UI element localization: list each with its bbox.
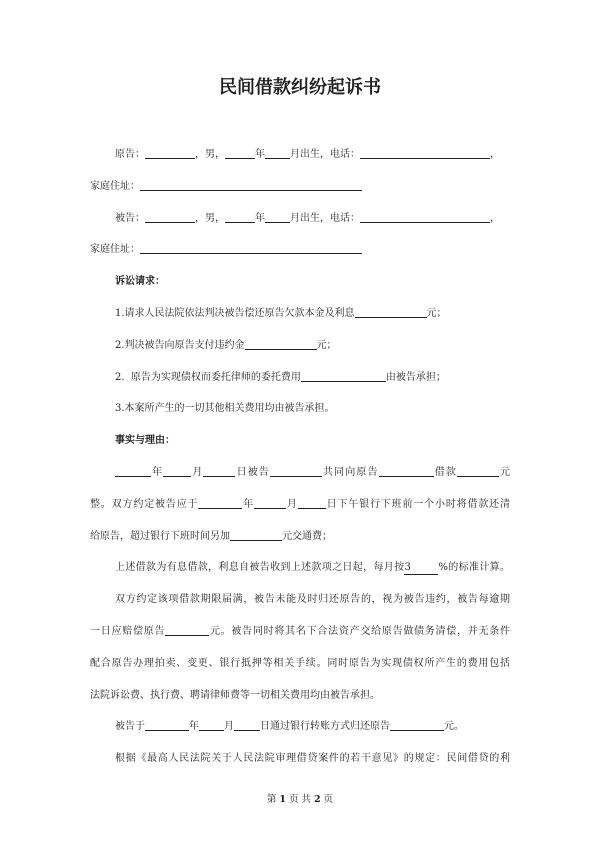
bank-transfer-text: 日通过银行转账方式归还原告 bbox=[260, 721, 390, 733]
loan-date-line bbox=[90, 457, 510, 489]
repaid-year-label: 年 bbox=[189, 721, 199, 733]
repay-deadline-line bbox=[90, 489, 510, 521]
total-pages-number: 2 bbox=[314, 794, 321, 805]
loan-year-label: 年 bbox=[151, 466, 164, 478]
plaintiff-phone-blank bbox=[360, 148, 490, 159]
repay-day-blank bbox=[298, 498, 326, 509]
repay-deadline-text: 日下午银行下班前一个小时将借款还清 bbox=[325, 498, 511, 510]
daily-penalty-text: 一日应赔偿原告 bbox=[90, 625, 166, 637]
claim-2-text: 2.判决被告向原告支付违约金 bbox=[115, 339, 245, 351]
claim-2-suffix: 元； bbox=[316, 339, 337, 351]
loan-label: 借款 bbox=[433, 466, 457, 478]
defendant-year-label: 年 bbox=[255, 212, 265, 224]
facts-heading: 事实与理由： bbox=[115, 435, 175, 447]
loan-amount-blank bbox=[457, 466, 499, 477]
transport-fee-line bbox=[90, 521, 510, 553]
claims-heading: 诉讼请求： bbox=[115, 276, 165, 288]
claim-1-text: 1.请求人民法院依法判决被告偿还原告欠款本金及利息 bbox=[115, 307, 355, 319]
plaintiff-birth-phone-label: 月出生，电话： bbox=[290, 149, 360, 160]
borrow-from-plaintiff-label: 共同向原告 bbox=[321, 466, 379, 478]
footer-prefix: 第 bbox=[266, 794, 280, 805]
penalty-amount-blank bbox=[245, 339, 317, 350]
repaid-month-blank bbox=[199, 720, 224, 731]
repay-month-blank bbox=[254, 498, 286, 509]
repaid-amount-blank bbox=[390, 720, 444, 731]
plaintiff-birth-month-blank bbox=[265, 148, 290, 159]
defendant-address-blank bbox=[140, 243, 362, 254]
default-line-1: 双方约定该项借款期限届满，被告未能及时归还原告的，视为被告违约，被告每逾期 bbox=[115, 594, 510, 606]
defendant-line bbox=[90, 203, 510, 235]
plaintiff-address-blank bbox=[140, 180, 362, 191]
claim-item-3 bbox=[90, 362, 510, 394]
transport-fee-suffix: 元交通费； bbox=[282, 530, 332, 542]
repayment-label: 被告于 bbox=[115, 721, 145, 733]
plaintiff-year-label: 年 bbox=[255, 149, 265, 160]
transport-fee-blank bbox=[230, 530, 282, 541]
defendant-name-blank bbox=[145, 212, 195, 223]
document-body bbox=[90, 139, 510, 775]
page-footer bbox=[0, 792, 600, 808]
repay-agreement-text: 整。双方约定被告应于 bbox=[90, 498, 199, 510]
claim-item-1 bbox=[90, 298, 510, 330]
defendant-line-end: ， bbox=[490, 212, 500, 224]
repaid-year-blank bbox=[145, 720, 189, 731]
plaintiff-name-blank bbox=[145, 148, 195, 159]
plaintiff-address-line bbox=[90, 171, 510, 203]
defendant-birth-phone-label: 月出生，电话： bbox=[290, 212, 360, 224]
plaintiff-gender-text: ，男， bbox=[195, 149, 225, 160]
repayment-line bbox=[90, 711, 510, 743]
repaid-month-label: 月 bbox=[224, 721, 234, 733]
interest-suffix: %的标准计算。 bbox=[438, 562, 510, 574]
defendant-address-label: 家庭住址： bbox=[90, 244, 140, 256]
claim-3-text: 2. 原告为实现债权而委托律师的委托费用 bbox=[115, 371, 301, 383]
loan-year-blank bbox=[115, 466, 151, 477]
plaintiff-line-end: ， bbox=[490, 149, 500, 160]
default-line-2 bbox=[90, 616, 510, 648]
repay-year-label: 年 bbox=[242, 498, 255, 510]
legal-basis-line: 根据《最高人民法院关于人民法院审理借贷案件的若干意见》的规定：民间借贷的利 bbox=[115, 753, 510, 765]
footer-middle: 页 共 bbox=[285, 794, 315, 805]
current-page-number: 1 bbox=[279, 794, 286, 805]
claim-item-4: 3.本案所产生的一切其他相关费用均由被告承担。 bbox=[115, 403, 335, 415]
repaid-day-blank bbox=[234, 720, 260, 731]
loan-day-defendant-label: 日被告 bbox=[235, 466, 270, 478]
defendant-birth-month-blank bbox=[265, 212, 290, 223]
borrower-name-blank bbox=[270, 466, 322, 477]
daily-penalty-blank bbox=[165, 625, 209, 636]
defendant-address-line bbox=[90, 234, 510, 266]
repaid-amount-suffix: 元。 bbox=[444, 721, 464, 733]
interest-text: 上述借款为有息借款，利息自被告收到上述款项之日起，每月按 bbox=[115, 562, 405, 574]
claim-item-2 bbox=[90, 330, 510, 362]
loan-month-label: 月 bbox=[191, 466, 204, 478]
plaintiff-address-label: 家庭住址： bbox=[90, 180, 140, 192]
loan-day-blank bbox=[203, 466, 235, 477]
interest-line bbox=[90, 552, 510, 584]
monthly-interest-rate: 3 bbox=[404, 562, 438, 575]
document-title: 民间借款纠纷起诉书 bbox=[219, 77, 381, 98]
footer-suffix: 页 bbox=[320, 794, 334, 805]
defendant-phone-blank bbox=[360, 212, 490, 223]
default-line-3: 配合原告办理拍卖、变更、银行抵押等相关手续。同时原告为实现债权所产生的费用包括 bbox=[90, 657, 510, 669]
repay-month-label: 月 bbox=[286, 498, 298, 510]
plaintiff-birth-year-blank bbox=[225, 148, 255, 159]
loan-month-blank bbox=[163, 466, 191, 477]
claim-1-suffix: 元； bbox=[426, 307, 447, 319]
principal-interest-amount-blank bbox=[355, 307, 427, 318]
defendant-gender-text: ，男， bbox=[195, 212, 225, 224]
transport-fee-text: 给原告，超过银行下班时间另加 bbox=[90, 530, 230, 542]
defendant-birth-year-blank bbox=[225, 212, 255, 223]
plaintiff-line bbox=[90, 139, 510, 171]
lawyer-fee-blank bbox=[301, 371, 386, 382]
default-line-4: 法院诉讼费、执行费、聘请律师费等一切相关费用均由被告承担。 bbox=[90, 689, 380, 701]
plaintiff-label: 原告： bbox=[115, 149, 145, 160]
claim-3-suffix: 由被告承担； bbox=[385, 371, 446, 383]
asset-settlement-text: 元。被告同时将其名下合法资产交给原告做债务清偿，并无条件 bbox=[209, 625, 511, 637]
loan-currency-label: 元 bbox=[498, 466, 511, 478]
lender-name-blank bbox=[379, 466, 434, 477]
defendant-label: 被告： bbox=[115, 212, 145, 224]
repay-year-blank bbox=[198, 498, 242, 509]
